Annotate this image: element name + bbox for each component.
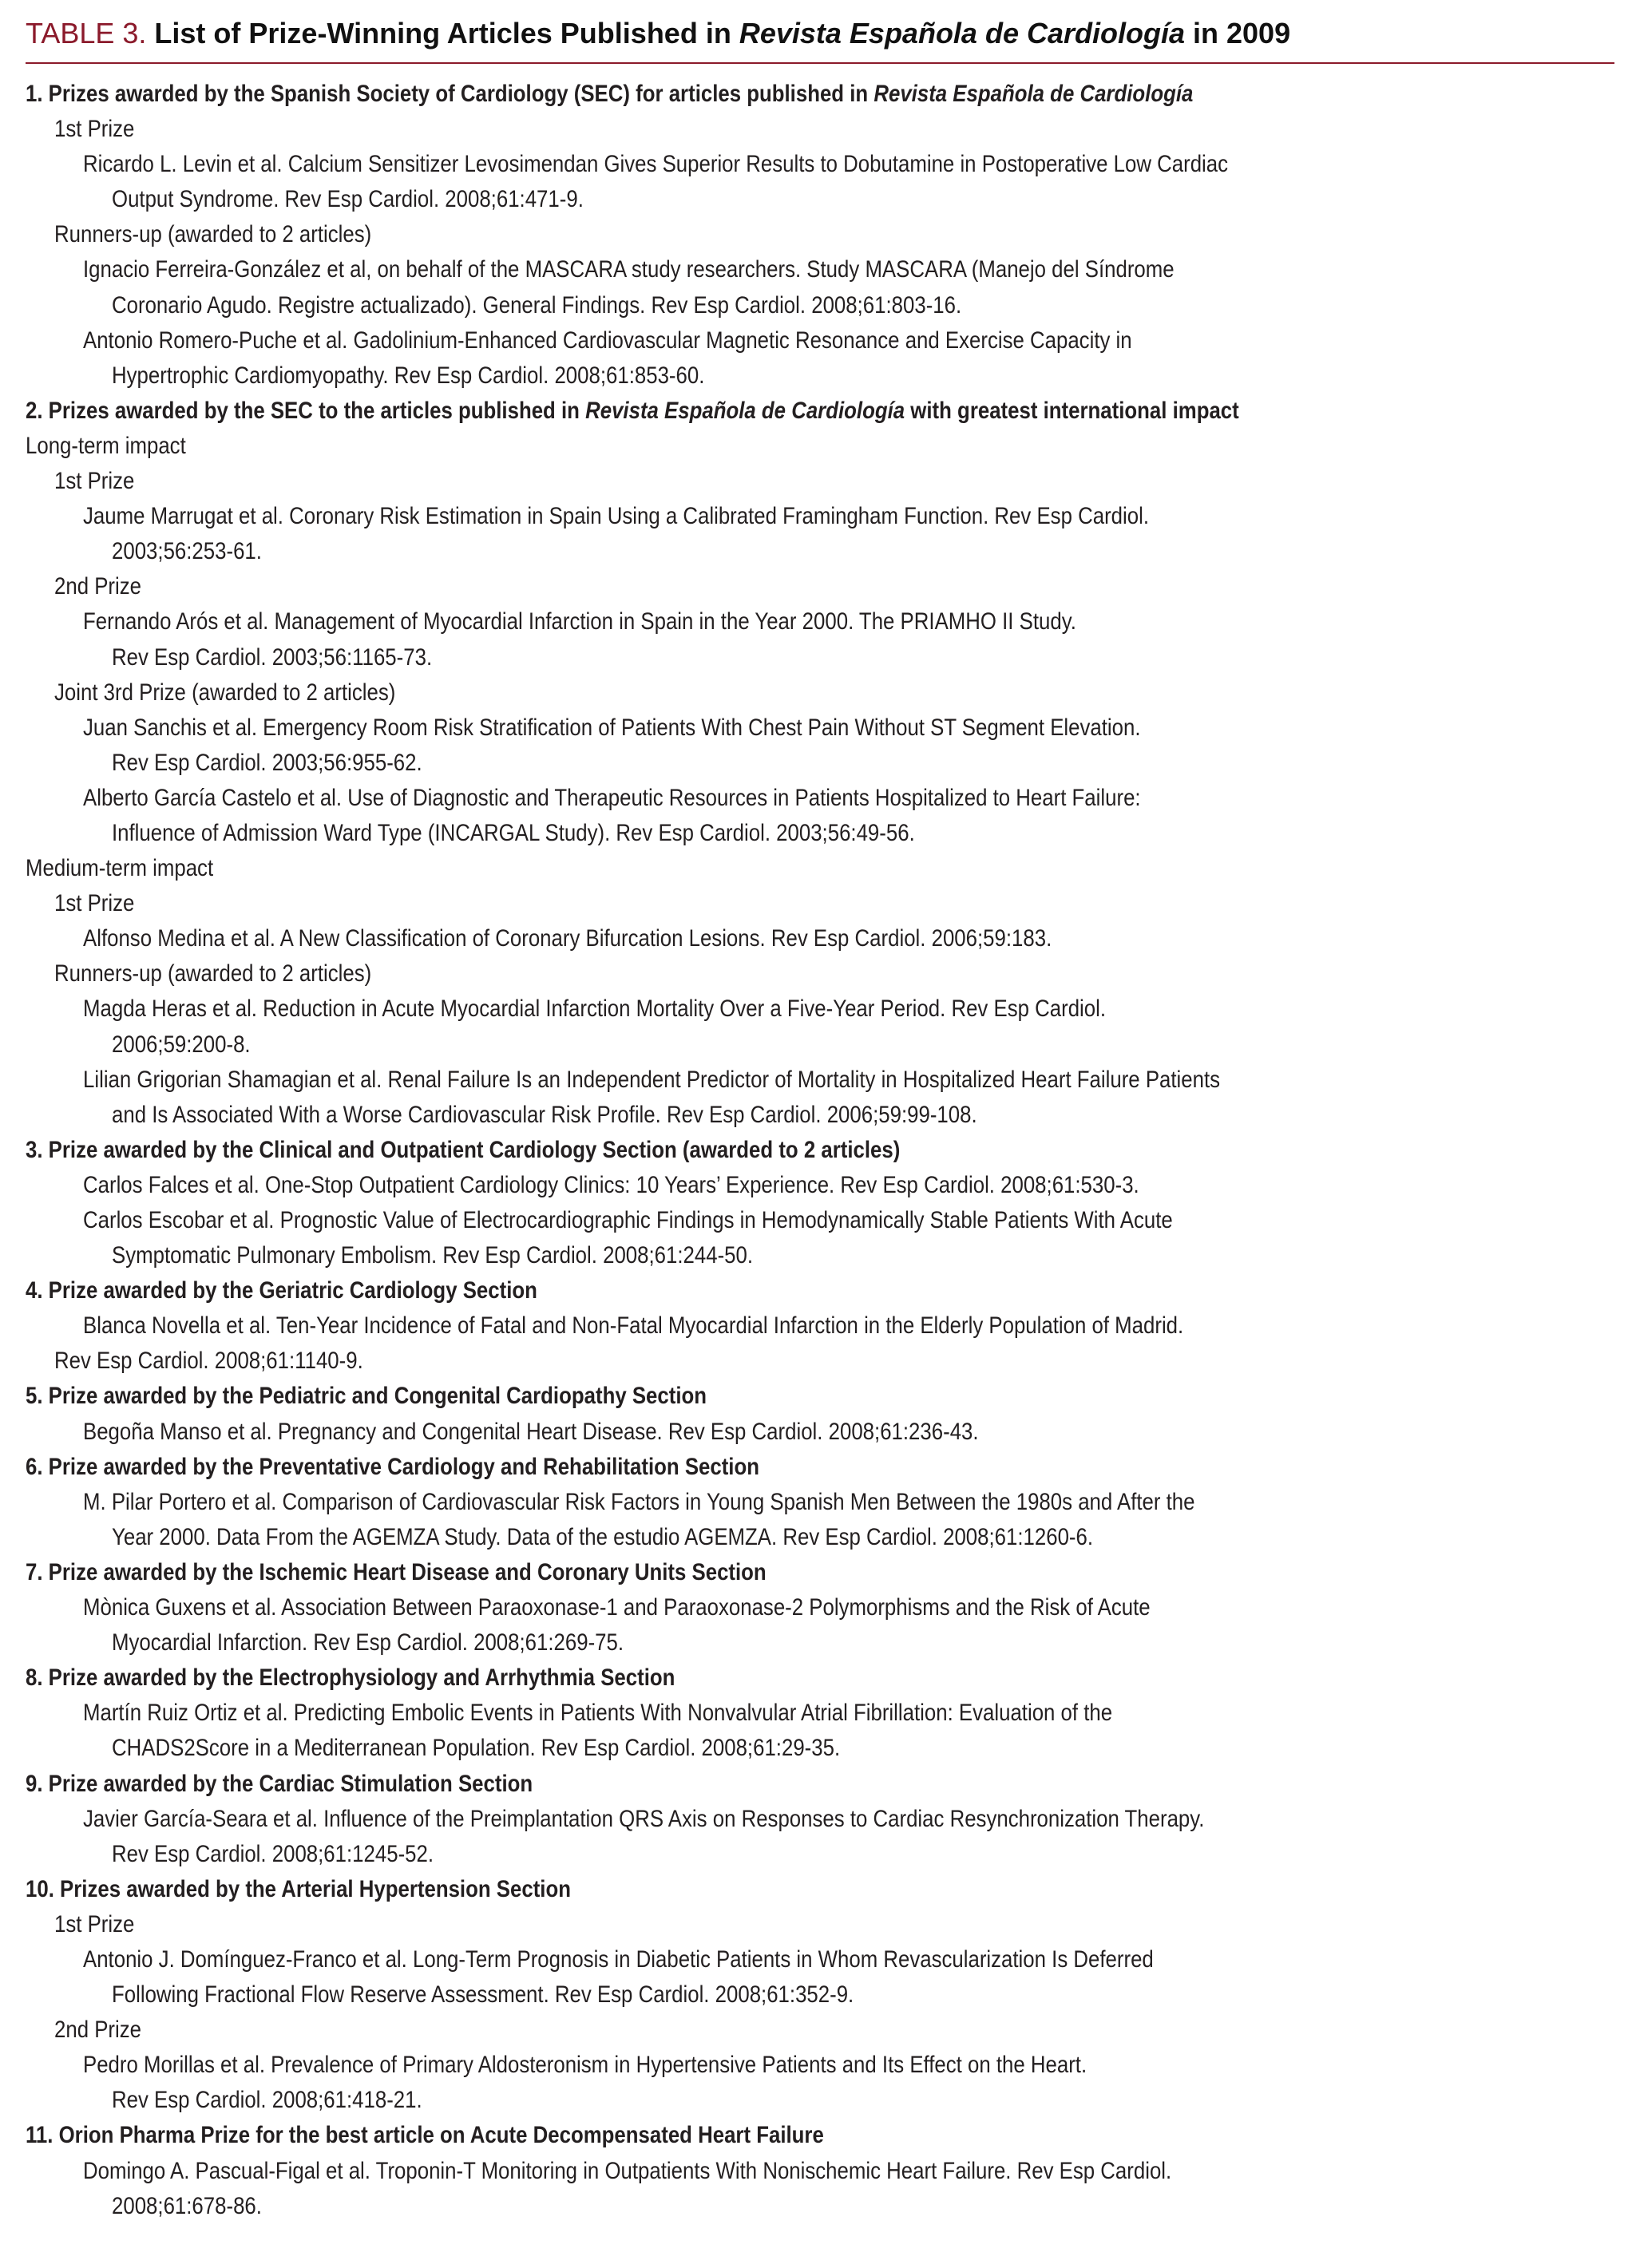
section-heading-5: 5. Prize awarded by the Pediatric and Congenital Cardiopathy Section	[26, 1383, 707, 1410]
section-heading-11: 11. Orion Pharma Prize for the best article on Acute Decompensated Heart Failure	[26, 2122, 824, 2149]
section-heading-7: 7. Prize awarded by the Ischemic Heart Disease and Coronary Units Section	[26, 1558, 767, 1585]
journal-name: Revista Española de Cardiología	[739, 17, 1185, 49]
impact-label: Medium-term impact	[26, 855, 214, 882]
impact-label: Long-term impact	[26, 432, 186, 459]
prize-label: 1st Prize	[54, 116, 135, 143]
article-entry-cont: Year 2000. Data From the AGEMZA Study. Data of the estudio AGEMZA. Rev Esp Cardiol. 2008;61:1260-6.	[112, 1523, 1094, 1550]
section-heading-3: 3. Prize awarded by the Clinical and Outpatient Cardiology Section (awarded to 2 articles)	[26, 1136, 901, 1163]
table-content	[26, 77, 1614, 2224]
article-entry: Alfonso Medina et al. A New Classification of Coronary Bifurcation Lesions. Rev Esp Cardiol. 2006;59:183.	[83, 925, 1052, 952]
article-entry: Antonio J. Domínguez-Franco et al. Long-Term Prognosis in Diabetic Patients in Whom Revascularization Is Deferred	[83, 1945, 1154, 1973]
article-entry: Ricardo L. Levin et al. Calcium Sensitizer Levosimendan Gives Superior Results to Dobutamine in Postoperative Low Cardiac	[83, 151, 1229, 178]
article-entry-cont: Symptomatic Pulmonary Embolism. Rev Esp Cardiol. 2008;61:244-50.	[112, 1242, 754, 1269]
article-entry-cont: and Is Associated With a Worse Cardiovascular Risk Profile. Rev Esp Cardiol. 2006;59:99-108.	[112, 1101, 977, 1128]
article-entry-cont: CHADS2Score in a Mediterranean Population. Rev Esp Cardiol. 2008;61:29-35.	[112, 1735, 841, 1762]
table-title	[26, 13, 1614, 54]
article-entry-cont: Rev Esp Cardiol. 2008;61:1140-9.	[54, 1348, 363, 1375]
article-entry: Antonio Romero-Puche et al. Gadolinium-Enhanced Cardiovascular Magnetic Resonance and Exercise Capacity in	[83, 327, 1132, 354]
prize-label: 2nd Prize	[54, 2017, 142, 2044]
section-heading-9: 9. Prize awarded by the Cardiac Stimulation Section	[26, 1770, 533, 1797]
prize-label: Runners-up (awarded to 2 articles)	[54, 221, 372, 248]
table-title-text: List of Prize-Winning Articles Published in Revista Española de Cardiología in 2009	[154, 17, 1291, 49]
article-entry-cont: Rev Esp Cardiol. 2008;61:1245-52.	[112, 1840, 434, 1867]
prize-label: 2nd Prize	[54, 573, 142, 600]
article-entry-cont: Rev Esp Cardiol. 2008;61:418-21.	[112, 2087, 422, 2114]
title-rule	[26, 62, 1614, 64]
prize-label: Runners-up (awarded to 2 articles)	[54, 960, 372, 988]
article-entry-cont: Rev Esp Cardiol. 2003;56:1165-73.	[112, 643, 433, 671]
article-entry: Ignacio Ferreira-González et al, on behalf of the MASCARA study researchers. Study MASCARA (Manejo del Síndrome	[83, 256, 1175, 283]
article-entry: Juan Sanchis et al. Emergency Room Risk Stratification of Patients With Chest Pain Without ST Segment Elevation.	[83, 714, 1141, 741]
prize-label: 1st Prize	[54, 890, 135, 917]
prize-label: Joint 3rd Prize (awarded to 2 articles)	[54, 679, 396, 706]
article-entry: Begoña Manso et al. Pregnancy and Congenital Heart Disease. Rev Esp Cardiol. 2008;61:236-43.	[83, 1418, 979, 1445]
article-entry: Carlos Escobar et al. Prognostic Value of Electrocardiographic Findings in Hemodynamically Stable Patients With Acute	[83, 1207, 1173, 1233]
section-heading-6: 6. Prize awarded by the Preventative Cardiology and Rehabilitation Section	[26, 1453, 760, 1480]
article-entry: Domingo A. Pascual-Figal et al. Troponin-T Monitoring in Outpatients With Nonischemic Heart Failure. Rev Esp Cardiol.	[83, 2157, 1172, 2184]
article-entry-cont: Rev Esp Cardiol. 2003;56:955-62.	[112, 749, 422, 776]
section-heading-10: 10. Prizes awarded by the Arterial Hypertension Section	[26, 1875, 571, 1902]
article-entry: Carlos Falces et al. One-Stop Outpatient Cardiology Clinics: 10 Years’ Experience. Rev Esp Cardiol. 2008;61:530-3.	[83, 1171, 1139, 1198]
article-entry-cont: 2006;59:200-8.	[112, 1031, 251, 1058]
section-heading-2: 2. Prizes awarded by the SEC to the articles published in Revista Española de Cardiología with greatest international impact	[26, 397, 1239, 424]
section-heading-4: 4. Prize awarded by the Geriatric Cardiology Section	[26, 1277, 537, 1304]
article-entry: Jaume Marrugat et al. Coronary Risk Estimation in Spain Using a Calibrated Framingham Function. Rev Esp Cardiol.	[83, 503, 1150, 530]
article-entry-cont: 2003;56:253-61.	[112, 538, 262, 565]
table-label: TABLE 3.	[26, 17, 147, 49]
article-entry-cont: Hypertrophic Cardiomyopathy. Rev Esp Cardiol. 2008;61:853-60.	[112, 362, 705, 389]
prize-label: 1st Prize	[54, 468, 135, 495]
section-heading-1: 1. Prizes awarded by the Spanish Society of Cardiology (SEC) for articles published in Revista Española de Cardiología	[26, 81, 1194, 107]
article-entry-cont: Coronario Agudo. Registre actualizado). General Findings. Rev Esp Cardiol. 2008;61:803-16.	[112, 291, 962, 319]
article-entry: Mònica Guxens et al. Association Between Paraoxonase-1 and Paraoxonase-2 Polymorphisms and the Risk of Acute	[83, 1594, 1151, 1621]
article-entry: Javier García-Seara et al. Influence of the Preimplantation QRS Axis on Responses to Cardiac Resynchronization Therapy.	[83, 1805, 1205, 1832]
prize-label: 1st Prize	[54, 1910, 135, 1937]
article-entry: Blanca Novella et al. Ten-Year Incidence of Fatal and Non-Fatal Myocardial Infarction in the Elderly Population of Madrid.	[83, 1312, 1184, 1340]
article-entry-cont: Following Fractional Flow Reserve Assessment. Rev Esp Cardiol. 2008;61:352-9.	[112, 1981, 854, 2009]
article-entry: Fernando Arós et al. Management of Myocardial Infarction in Spain in the Year 2000. The PRIAMHO II Study.	[83, 608, 1076, 635]
section-heading-8: 8. Prize awarded by the Electrophysiology and Arrhythmia Section	[26, 1664, 675, 1692]
article-entry: Alberto García Castelo et al. Use of Diagnostic and Therapeutic Resources in Patients Hospitalized to Heart Failure:	[83, 784, 1141, 811]
article-entry-cont: Influence of Admission Ward Type (INCARGAL Study). Rev Esp Cardiol. 2003;56:49-56.	[112, 819, 915, 846]
article-entry: Martín Ruiz Ortiz et al. Predicting Embolic Events in Patients With Nonvalvular Atrial Fibrillation: Evaluation of the	[83, 1700, 1113, 1727]
article-entry: Lilian Grigorian Shamagian et al. Renal Failure Is an Independent Predictor of Mortality in Hospitalized Heart Failure Patients	[83, 1066, 1221, 1093]
article-entry-cont: Output Syndrome. Rev Esp Cardiol. 2008;61:471-9.	[112, 186, 584, 213]
article-entry: Magda Heras et al. Reduction in Acute Myocardial Infarction Mortality Over a Five-Year Period. Rev Esp Cardiol.	[83, 995, 1107, 1023]
article-entry: Pedro Morillas et al. Prevalence of Primary Aldosteronism in Hypertensive Patients and Its Effect on the Heart.	[83, 2052, 1087, 2079]
article-entry: M. Pilar Portero et al. Comparison of Cardiovascular Risk Factors in Young Spanish Men Between the 1980s and After the	[83, 1488, 1195, 1515]
article-entry-cont: Myocardial Infarction. Rev Esp Cardiol. 2008;61:269-75.	[112, 1629, 624, 1656]
article-entry-cont: 2008;61:678-86.	[112, 2192, 262, 2219]
